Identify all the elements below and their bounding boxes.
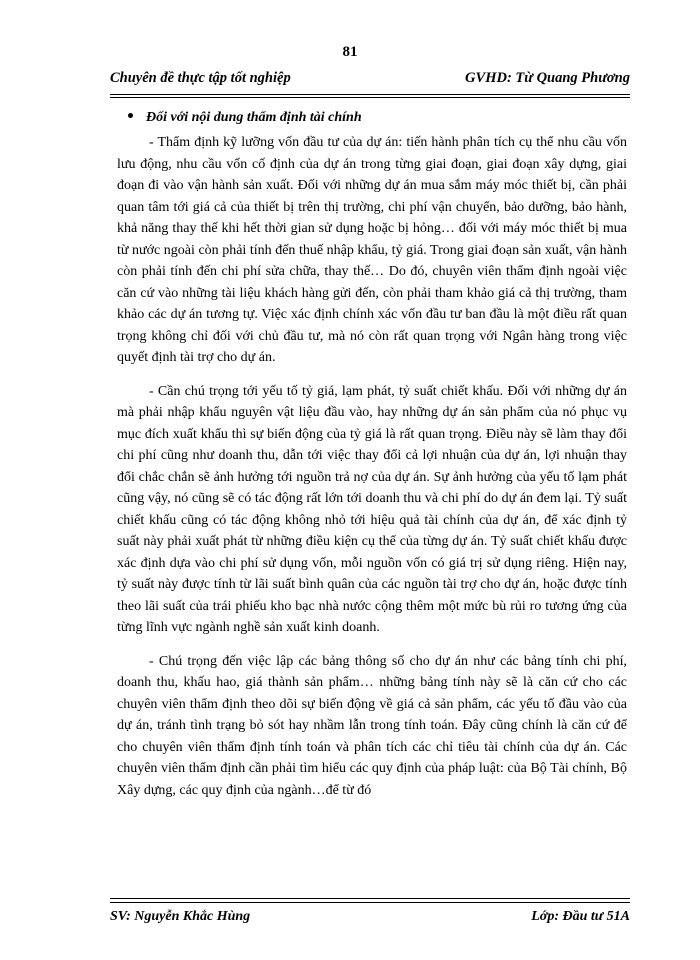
footer-student: SV: Nguyễn Khắc Hùng: [110, 909, 251, 924]
paragraph-3: - Chú trọng đến việc lập các bảng thông số cho dự án như các bảng tính chi phí, doanh thu, khấu hao, giá thành sản phẩm… những bảng tính này sẽ là căn cứ cho các chuyên viên thẩm định theo dõi sự biến động về giá cả sản phẩm, các yếu tố đầu vào của dự án, tránh tình trạng bỏ sót hay nhầm lẫn trong tính toán. Đây cũng chính là căn cứ để cho chuyên viên thẩm định tính toán và phân tích các chỉ tiêu tài chính của dự án. Các chuyên viên thẩm định cần phải tìm hiểu các quy định của pháp luật: của Bộ Tài chính, Bộ Xây dựng, các quy định của ngành…để từ đó: [117, 653, 627, 798]
footer-class: Lớp: Đầu tư 51A: [531, 909, 630, 924]
bullet-icon: [128, 113, 133, 118]
document-body: [117, 132, 627, 813]
page-header: [110, 68, 630, 95]
header-title: Chuyên đề thực tập tốt nghiệp: [110, 70, 291, 86]
header-advisor: GVHD: Từ Quang Phương: [465, 70, 630, 86]
page-footer: [110, 902, 630, 927]
paragraph-2: - Cần chú trọng tới yếu tố tỷ giá, lạm phát, tỷ suất chiết khấu. Đối với những dự án mà phải nhập khẩu nguyên vật liệu đầu vào, hay những dự án sản phẩm của nó phục vụ mục đích xuất khẩu thì sự biến động của tỷ giá là rất quan trọng. Điều này sẽ làm thay đổi chi phí cũng như doanh thu, dẫn tới việc thay đổi cả lợi nhuận của dự án, lợi nhuận thay đổi chắc chắn sẽ ảnh hưởng tới nguồn trả nợ của dự án. Sự ảnh hưởng của yếu tố lạm phát cũng vậy, nó cũng sẽ có tác động rất lớn tới doanh thu và chi phí do dự án đem lại. Tỷ suất chiết khấu cũng có tác động không nhỏ tới hiệu quả tài chính của dự án, để xác định tỷ suất này phải xuất phát từ những điều kiện cụ thể của từng dự án. Tỷ suất chiết khấu được xác định dựa vào chi phí sử dụng vốn, mỗi nguồn vốn có giá trị sử dụng riêng. Hiện nay, tỷ suất này được tính từ lãi suất bình quân của các nguồn tài trợ cho dự án, hoặc được tính theo lãi suất của trái phiếu kho bạc nhà nước cộng thêm một mức bù rủi ro tương ứng của từng lĩnh vực ngành nghề sản xuất kinh doanh.: [117, 383, 627, 635]
section-heading-row: [128, 110, 362, 126]
page-number: 81: [342, 44, 358, 60]
section-heading: Đối với nội dung thẩm định tài chính: [146, 110, 362, 125]
paragraph-1: - Thẩm định kỹ lưỡng vốn đầu tư của dự án: tiến hành phân tích cụ thể nhu cầu vốn lưu động, nhu cầu vốn cố định của dự án trong từng giai đoạn, giai đoạn xây dựng, giai đoạn đi vào vận hành sản xuất. Đối với những dự án mua sắm máy móc thiết bị, cần phải quan tâm tới giá cả của thiết bị trên thị trường, chi phí vận chuyển, bảo dưỡng, bảo hành, khả năng thay thế khi hết thời gian sử dụng hoặc bị hỏng… đối với máy móc thiết bị mua từ nước ngoài còn phải tính đến thuế nhập khẩu, tỷ giá. Trong giai đoạn sản xuất, vận hành còn phải tính đến chi phí sửa chữa, thay thế… Do đó, chuyên viên thẩm định ngoài việc căn cứ vào những tài liệu khách hàng gửi đến, còn phải tham khảo giá cả thị trường, tham khảo các dự án tương tự. Việc xác định chính xác vốn đầu tư ban đầu là một điều rất quan trọng không chỉ đối với chủ đầu tư, mà nó còn rất quan trọng với Ngân hàng trong việc quyết định tài trợ cho dự án.: [117, 135, 627, 365]
